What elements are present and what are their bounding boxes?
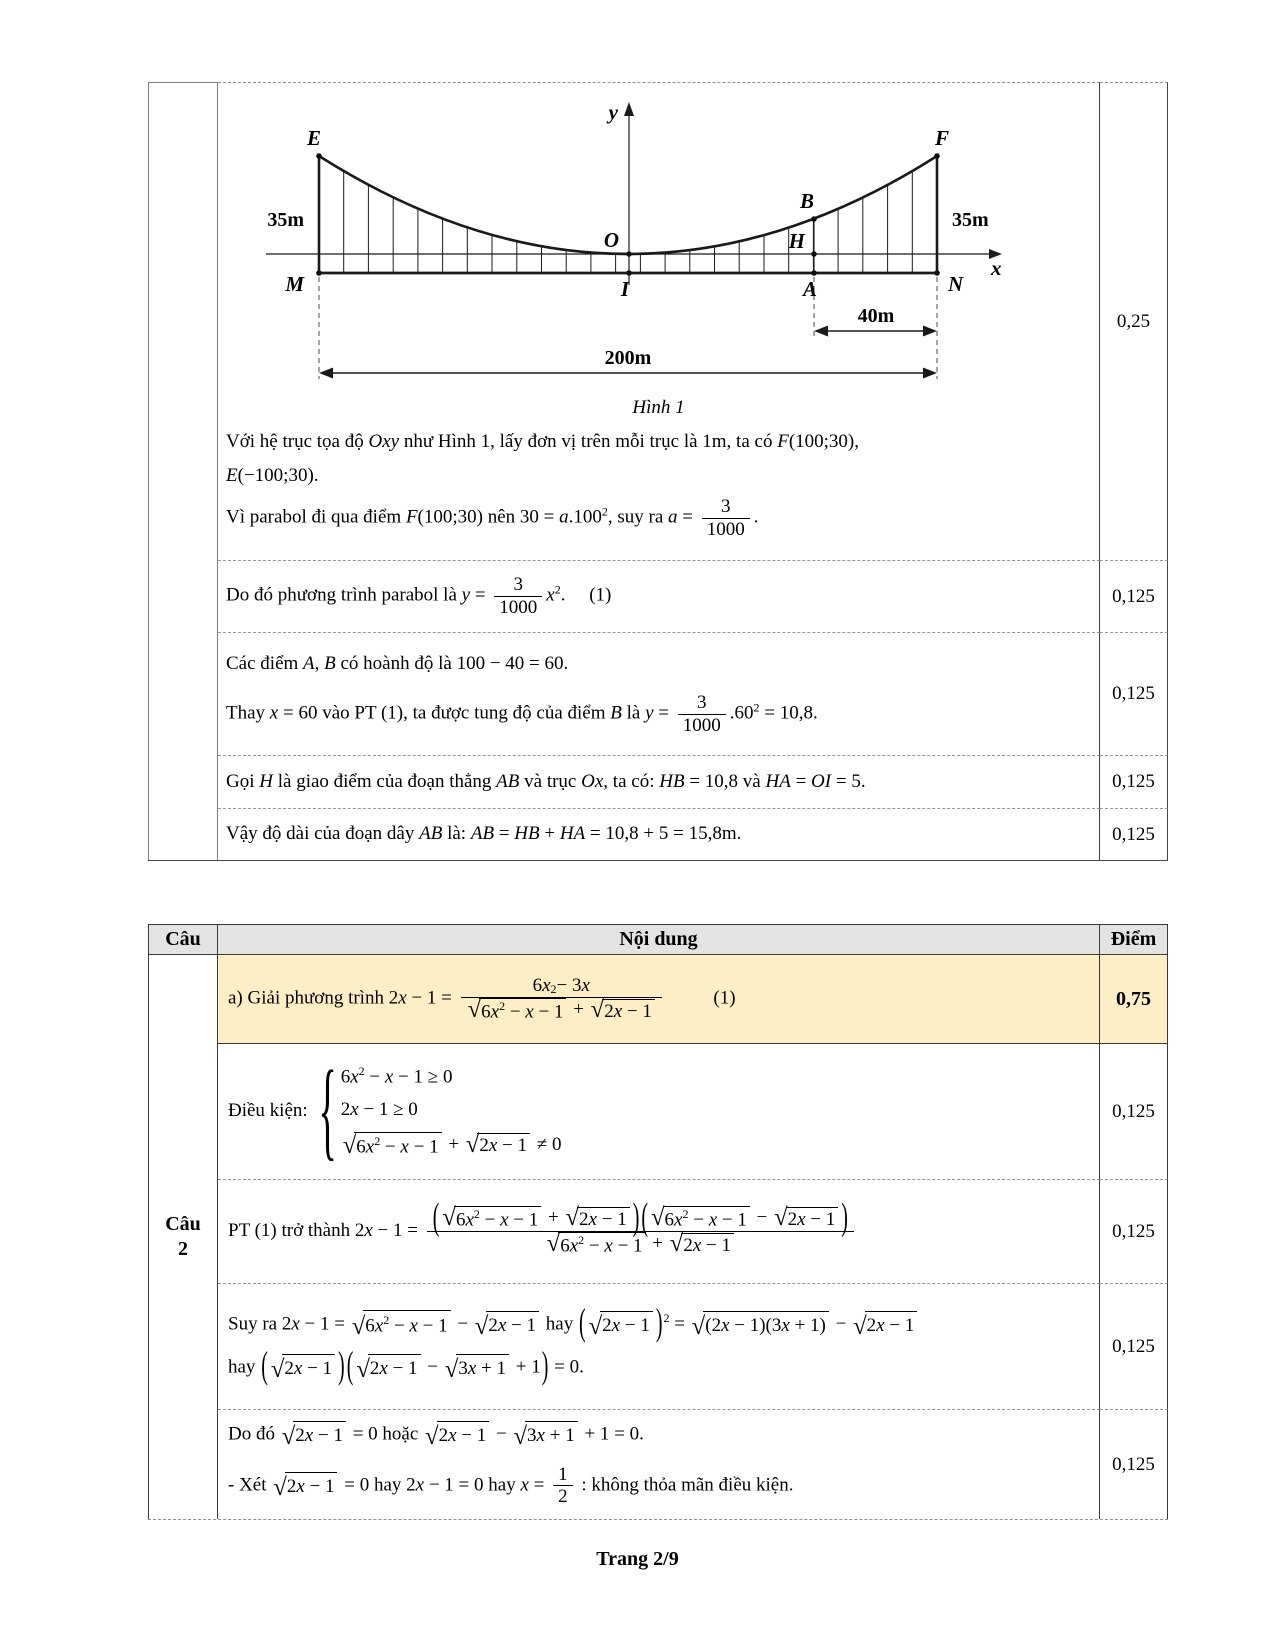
label-40m: 40m bbox=[857, 305, 895, 327]
question-label-cell bbox=[148, 955, 218, 1519]
question-label-line1: Câu bbox=[165, 1213, 201, 1236]
table1-empty-label-cell bbox=[148, 82, 218, 860]
solution-table-1 bbox=[148, 82, 1168, 861]
question-2a-statement: a) Giải phương trình 2x − 1 = 6x $_2$ − 3x √ $6x^2 - x - 1$ + √ 2x − 1 (1) bbox=[218, 955, 1100, 1044]
header-cau: Câu bbox=[148, 924, 218, 955]
score-cell: 0,25 bbox=[1100, 82, 1168, 561]
figure-svg bbox=[226, 89, 1108, 391]
solution-2a-transform: PT (1) trở thành 2x − 1 = ( √ $6x^2 - x - 1$ + √ 2x − 1 ) ( √ $6x^2 - x - 1$ − √ 2x − 1 ) √ $6x^2 - x - 1$ + √ 2x − 1 bbox=[218, 1180, 1100, 1284]
score-cell: 0,125 bbox=[1100, 1410, 1168, 1519]
score-cell: 0,125 bbox=[1100, 1044, 1168, 1180]
y-axis-arrow bbox=[624, 102, 634, 116]
score-cell: 0,125 bbox=[1100, 756, 1168, 809]
score-cell: 0,125 bbox=[1100, 633, 1168, 756]
label-O: O bbox=[603, 228, 619, 252]
score-cell: 0,125 bbox=[1100, 809, 1168, 860]
header-noi-dung: Nội dung bbox=[218, 924, 1100, 955]
figure-caption: Hình 1 bbox=[632, 397, 685, 418]
dim-200m-arrow bbox=[319, 368, 937, 379]
label-H: H bbox=[788, 229, 805, 253]
solution-2a-derive: Suy ra 2x − 1 = √ $6x^2 - x - 1$ − √ 2x − 1 hay ( √ 2x − 1 ) $^2$ = √ (2x − 1)(3x + 1) − √ 2x − 1 hay ( √ 2x − 1 ) ( √ 2x − 1 − √ 3x + 1 + 1 ) = 0. bbox=[218, 1284, 1100, 1410]
score-cell: 0,125 bbox=[1100, 1180, 1168, 1284]
solution-text-row4: Gọi H là giao điểm của đoạn thẳng AB và trục Ox, ta có: HB = 10,8 và HA = OI = 5. bbox=[218, 756, 1100, 809]
solution-2a-conditions: Điều kiện: { $6x^2 - x - 1 \ge 0$ 2x − 1 ≥ 0 √ $6x^2 - x - 1$ + √ 2x − 1 ≠ 0 bbox=[218, 1044, 1100, 1180]
figure-points bbox=[316, 153, 940, 276]
label-y-axis: y bbox=[608, 100, 618, 124]
figure-labels bbox=[267, 100, 1001, 369]
label-F: F bbox=[934, 126, 950, 150]
figure-geometry bbox=[266, 102, 1002, 379]
dim-40m-arrow bbox=[814, 326, 937, 337]
score-cell: 0,125 bbox=[1100, 1284, 1168, 1410]
score-cell: 0,125 bbox=[1100, 561, 1168, 633]
label-M: M bbox=[285, 272, 304, 296]
page-number: Trang 2/9 bbox=[596, 1548, 679, 1571]
label-B: B bbox=[799, 189, 815, 213]
label-200m: 200m bbox=[604, 347, 652, 369]
question-label-line2: 2 bbox=[178, 1238, 188, 1261]
parabola-cable bbox=[319, 156, 937, 254]
label-35m-right: 35m bbox=[952, 209, 989, 231]
header-diem: Điểm bbox=[1100, 924, 1168, 955]
solution-text-row1: Với hệ trục tọa độ Oxy như Hình 1, lấy đơn vị trên mỗi trục là 1m, ta có F(100;30), E(−100;30). Vì parabol đi qua điểm F(100;30) nên 30 = a.100$^2$, suy ra a = $\frac{3}{1000}$ . bbox=[226, 431, 859, 541]
label-E: E bbox=[306, 126, 322, 150]
table1-row-figure bbox=[218, 82, 1100, 561]
bridge-figure bbox=[226, 85, 1091, 397]
solution-text-row2: Do đó phương trình parabol là y = $\frac{3}{1000}$ $x^2$. (1) bbox=[218, 561, 1100, 633]
solution-text-row3: Các điểm A, B có hoành độ là 100 − 40 = 60. Thay x = 60 vào PT (1), ta được tung độ của điểm B là y = $\frac{3}{1000}$ $.60^2 = 10,8$. bbox=[218, 633, 1100, 756]
label-35m-left: 35m bbox=[267, 209, 304, 231]
label-A: A bbox=[802, 277, 818, 301]
solution-table-2 bbox=[148, 924, 1168, 1520]
label-I: I bbox=[620, 277, 630, 301]
label-N: N bbox=[948, 272, 964, 296]
solution-text-row5: Vậy độ dài của đoạn dây AB là: AB = HB + HA = 10,8 + 5 = 15,8m. bbox=[218, 809, 1100, 860]
label-x-axis: x bbox=[991, 256, 1002, 280]
score-cell: 0,75 bbox=[1100, 955, 1168, 1044]
solution-2a-cases: Do đó √ 2x − 1 = 0 hoặc √ 2x − 1 − √ 3x + 1 + 1 = 0. - Xét √ 2x − 1 = 0 hay 2x − 1 = 0 hay x = $\frac{1}{2}$ : không thỏa mãn điều kiện. bbox=[218, 1410, 1100, 1519]
